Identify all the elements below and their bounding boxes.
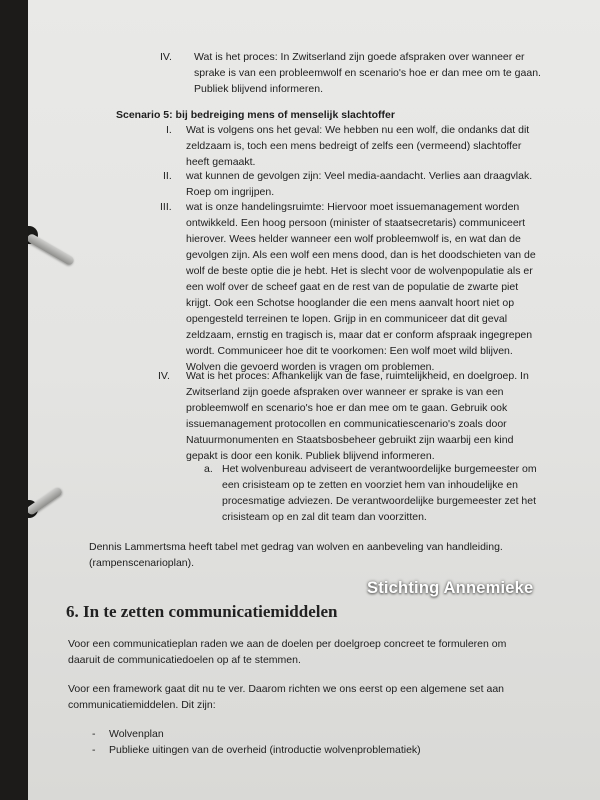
text-line: wat kunnen de gevolgen zijn: Veel media-aandacht. Verlies aan draagvlak. xyxy=(186,170,533,182)
watermark: Stichting Annemieke xyxy=(367,579,534,597)
text-line: krijgt. Ook een Schotse hooglander die een mens aanvalt hoort niet op xyxy=(186,297,515,309)
text-line: Wat is volgens ons het geval: We hebben nu een wolf, die ondanks dat dit xyxy=(186,124,530,136)
list-item: Wolvenplan xyxy=(109,728,164,740)
text-line: Voor een framework gaat dit nu te ver. Daarom richten we ons eerst op een algemene set aan xyxy=(68,683,505,695)
text-line: gepakt is door een konik. Publiek blijvend informeren. xyxy=(186,450,435,462)
text-line: ontwikkeld. Een hoog persoon (minister of staatsecretaris) communiceert xyxy=(186,217,526,229)
list-bullet: - xyxy=(92,728,96,740)
text-line: sprake is van een probleemwolf en scenario's hoe er dan mee om te gaan. xyxy=(194,67,541,79)
text-line: procesmatige adviezen. De verantwoordelijke burgemeester zet het xyxy=(222,495,537,507)
text-line: Dennis Lammertsma heeft tabel met gedrag van wolven en aanbeveling van handleiding. xyxy=(89,541,503,553)
text-line: wat is onze handelingsruimte: Hiervoor moet issuemanagement worden xyxy=(186,201,520,213)
text-line: issuemanagement protocollen en communicatiescenario's zoals door xyxy=(186,418,507,430)
item-number: IV. xyxy=(160,51,172,63)
section-heading: 6. In te zetten communicatiemiddelen xyxy=(66,602,338,621)
item-number: IV. xyxy=(158,370,170,382)
binder-ring-top xyxy=(28,233,75,267)
text-line: communicatiemiddelen. Dit zijn: xyxy=(68,699,216,711)
paragraph-ii xyxy=(186,168,532,200)
text-line: hierover. Wees helder wanneer een wolf probleemwolf is, en wat dan de xyxy=(186,233,521,245)
text-line: (rampenscenarioplan). xyxy=(89,557,195,569)
text-line: heeft gemaakt. xyxy=(186,156,256,168)
paragraph-dennis xyxy=(89,539,503,571)
item-number: a. xyxy=(204,463,213,475)
text-line: crisisteam op en zal dit team dan voorzitten. xyxy=(222,511,427,523)
paragraph-framework xyxy=(68,681,504,713)
document-page xyxy=(28,0,600,800)
item-number: III. xyxy=(160,201,172,213)
scenario-heading: Scenario 5: bij bedreiging mens of menselijk slachtoffer xyxy=(116,109,395,121)
text-line: zeldzaam, ernstig en tragisch is, maar dat er conform afspraak ingegrepen xyxy=(186,329,533,341)
text-line: wordt. Communiceer hoe dit te voorkomen: Een wolf moet wild blijven. xyxy=(186,345,513,357)
text-line: wolf de beste optie die je hebt. Het is slecht voor de wolvenpopulatie als er xyxy=(186,265,533,277)
text-line: Wat is het proces: In Zwitserland zijn goede afspraken over wanneer er xyxy=(194,51,525,63)
list-item: Publieke uitingen van de overheid (introductie wolvenproblematiek) xyxy=(109,744,421,756)
paragraph-iii xyxy=(186,199,536,375)
text-line: Wolven die gevoerd worden is vragen om problemen. xyxy=(186,361,435,373)
text-line: Wat is het proces: Afhankelijk van de fase, ruimtelijkheid, en doelgroep. In xyxy=(186,370,529,382)
paragraph-i xyxy=(186,122,529,170)
paragraph-iv xyxy=(186,368,529,464)
text-line: Het wolvenbureau adviseert de verantwoordelijke burgemeester om xyxy=(222,463,537,475)
text-line: Voor een communicatieplan raden we aan de doelen per doelgroep concreet te formuleren om xyxy=(68,638,507,650)
text-line: Zwitserland zijn goede afspraken over wanneer er sprake is van een xyxy=(186,386,504,398)
paragraph-plan xyxy=(68,636,506,668)
text-line: daaruit de communicatiedoelen op af te stemmen. xyxy=(68,654,301,666)
text-line: gevolgen zijn. Als een wolf een mens dood, dan is het doodschieten van de xyxy=(186,249,536,261)
text-line: probleemwolf en scenario's hoe er dan mee om te gaan. Gebruik ook xyxy=(186,402,508,414)
text-line: opengesteld terreinen te lopen. Grijp in en communiceer dat dit geval xyxy=(186,313,508,325)
list-bullet: - xyxy=(92,744,96,756)
text-line: Publiek blijvend informeren. xyxy=(194,83,323,95)
text-line: zeldzaam is, toch een mens bedreigt of zelfs een (vermeend) slachtoffer xyxy=(186,140,522,152)
paragraph-a xyxy=(222,461,537,525)
text-line: een crisisteam op te zetten en voorziet hem van inhoudelijke en xyxy=(222,479,518,491)
text-line: Natuurmonumenten en Staatsbosbeheer gebruikt zijn waarbij een kind xyxy=(186,434,514,446)
text-line: Roep om ingrijpen. xyxy=(186,186,275,198)
text-line: een wolf over de scheef gaat en de rest van de populatie de zwarte piet xyxy=(186,281,519,293)
item-number: I. xyxy=(166,124,172,136)
paragraph-iv-top xyxy=(194,49,541,97)
item-number: II. xyxy=(163,170,172,182)
